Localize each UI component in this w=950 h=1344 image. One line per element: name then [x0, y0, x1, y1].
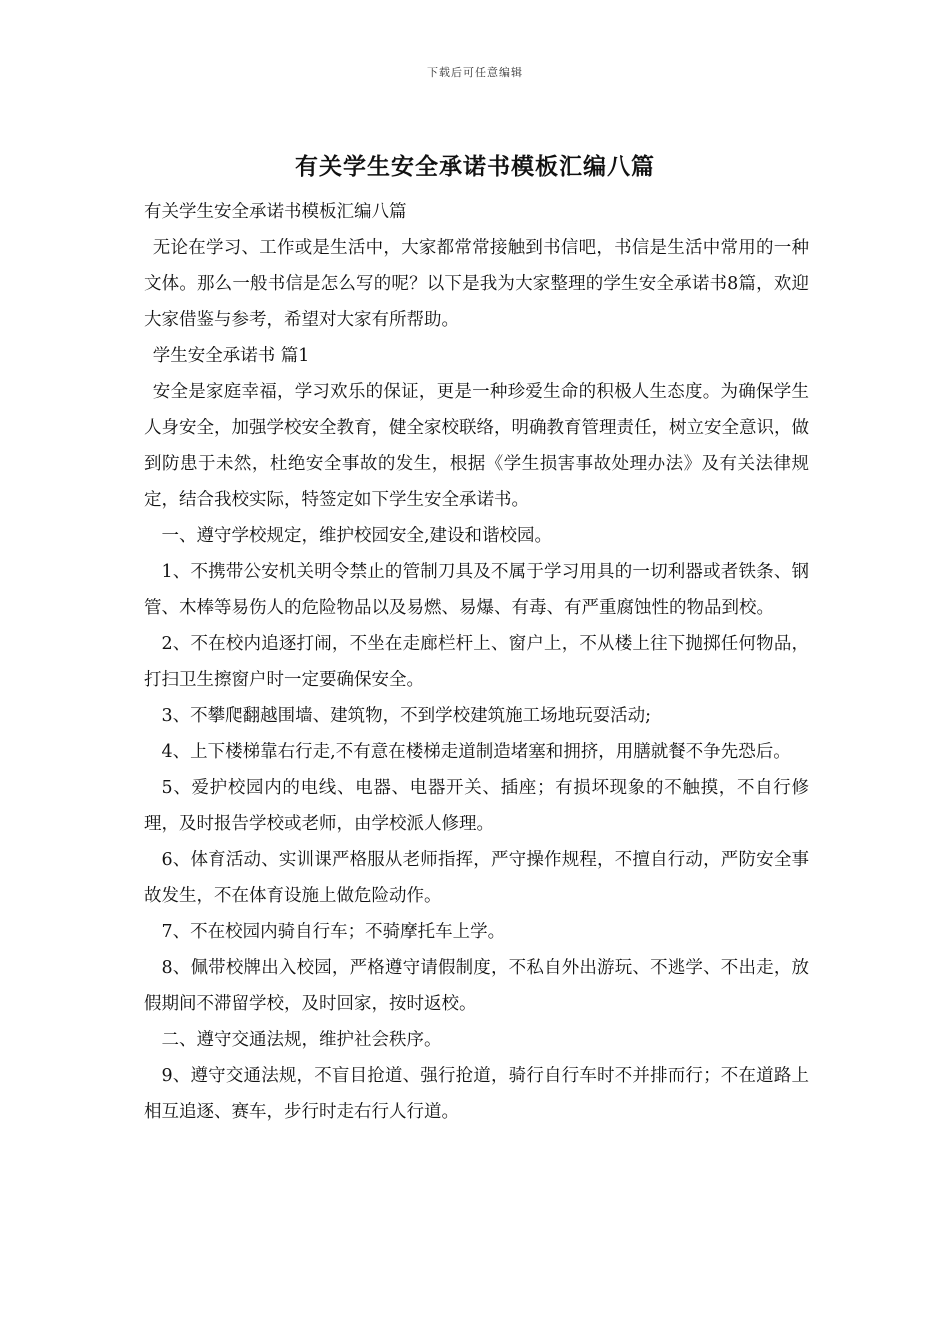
document-title: 有关学生安全承诺书模板汇编八篇 — [295, 153, 655, 180]
rule-item: 1、不携带公安机关明令禁止的管制刀具及不属于学习用具的一切利器或者铁条、钢管、木棒等易伤人的危险物品以及易燃、易爆、有毒、有严重腐蚀性的物品到校。 — [144, 562, 809, 618]
rule-item: 8、佩带校牌出入校园，严格遵守请假制度，不私自外出游玩、不逃学、不出走，放假期间不滞留学校，及时回家，按时返校。 — [144, 958, 809, 1014]
rule-item: 5、爱护校园内的电线、电器、电器开关、插座；有损坏现象的不触摸，不自行修理，及时报告学校或老师，由学校派人修理。 — [144, 778, 809, 834]
header-note: 下载后可任意编辑 — [427, 66, 523, 79]
document-body — [144, 194, 809, 1130]
subsection-heading: 二、遵守交通法规，维护社会秩序。 — [161, 1030, 442, 1050]
section-heading: 学生安全承诺书 篇1 — [152, 346, 310, 366]
rule-item: 3、不攀爬翻越围墙、建筑物，不到学校建筑施工场地玩耍活动; — [161, 706, 652, 726]
rule-item: 7、不在校园内骑自行车；不骑摩托车上学。 — [161, 922, 506, 942]
subsection-heading: 一、遵守学校规定，维护校园安全,建设和谐校园。 — [161, 526, 553, 546]
body-subtitle: 有关学生安全承诺书模板汇编八篇 — [144, 202, 407, 222]
rule-item: 9、遵守交通法规，不盲目抢道、强行抢道，骑行自行车时不并排而行；不在道路上相互追逐、赛车，步行时走右行人行道。 — [144, 1066, 809, 1122]
rule-item: 6、体育活动、实训课严格服从老师指挥，严守操作规程，不擅自行动，严防安全事故发生，不在体育设施上做危险动作。 — [144, 850, 809, 906]
rule-item: 4、上下楼梯靠右行走,不有意在楼梯走道制造堵塞和拥挤，用膳就餐不争先恐后。 — [161, 742, 791, 762]
rule-item: 2、不在校内追逐打闹，不坐在走廊栏杆上、窗户上，不从楼上往下抛掷任何物品，打扫卫生擦窗户时一定要确保安全。 — [144, 634, 809, 690]
intro-paragraph: 无论在学习、工作或是生活中，大家都常常接触到书信吧，书信是生活中常用的一种文体。那么一般书信是怎么写的呢？以下是我为大家整理的学生安全承诺书8篇，欢迎大家借鉴与参考，希望对大家有所帮助。 — [144, 238, 809, 330]
body-paragraph: 安全是家庭幸福，学习欢乐的保证，更是一种珍爱生命的积极人生态度。为确保学生人身安全，加强学校安全教育，健全家校联络，明确教育管理责任，树立安全意识，做到防患于未然，杜绝安全事故的发生，根据《学生损害事故处理办法》及有关法律规定，结合我校实际，特签定如下学生安全承诺书。 — [144, 382, 809, 510]
